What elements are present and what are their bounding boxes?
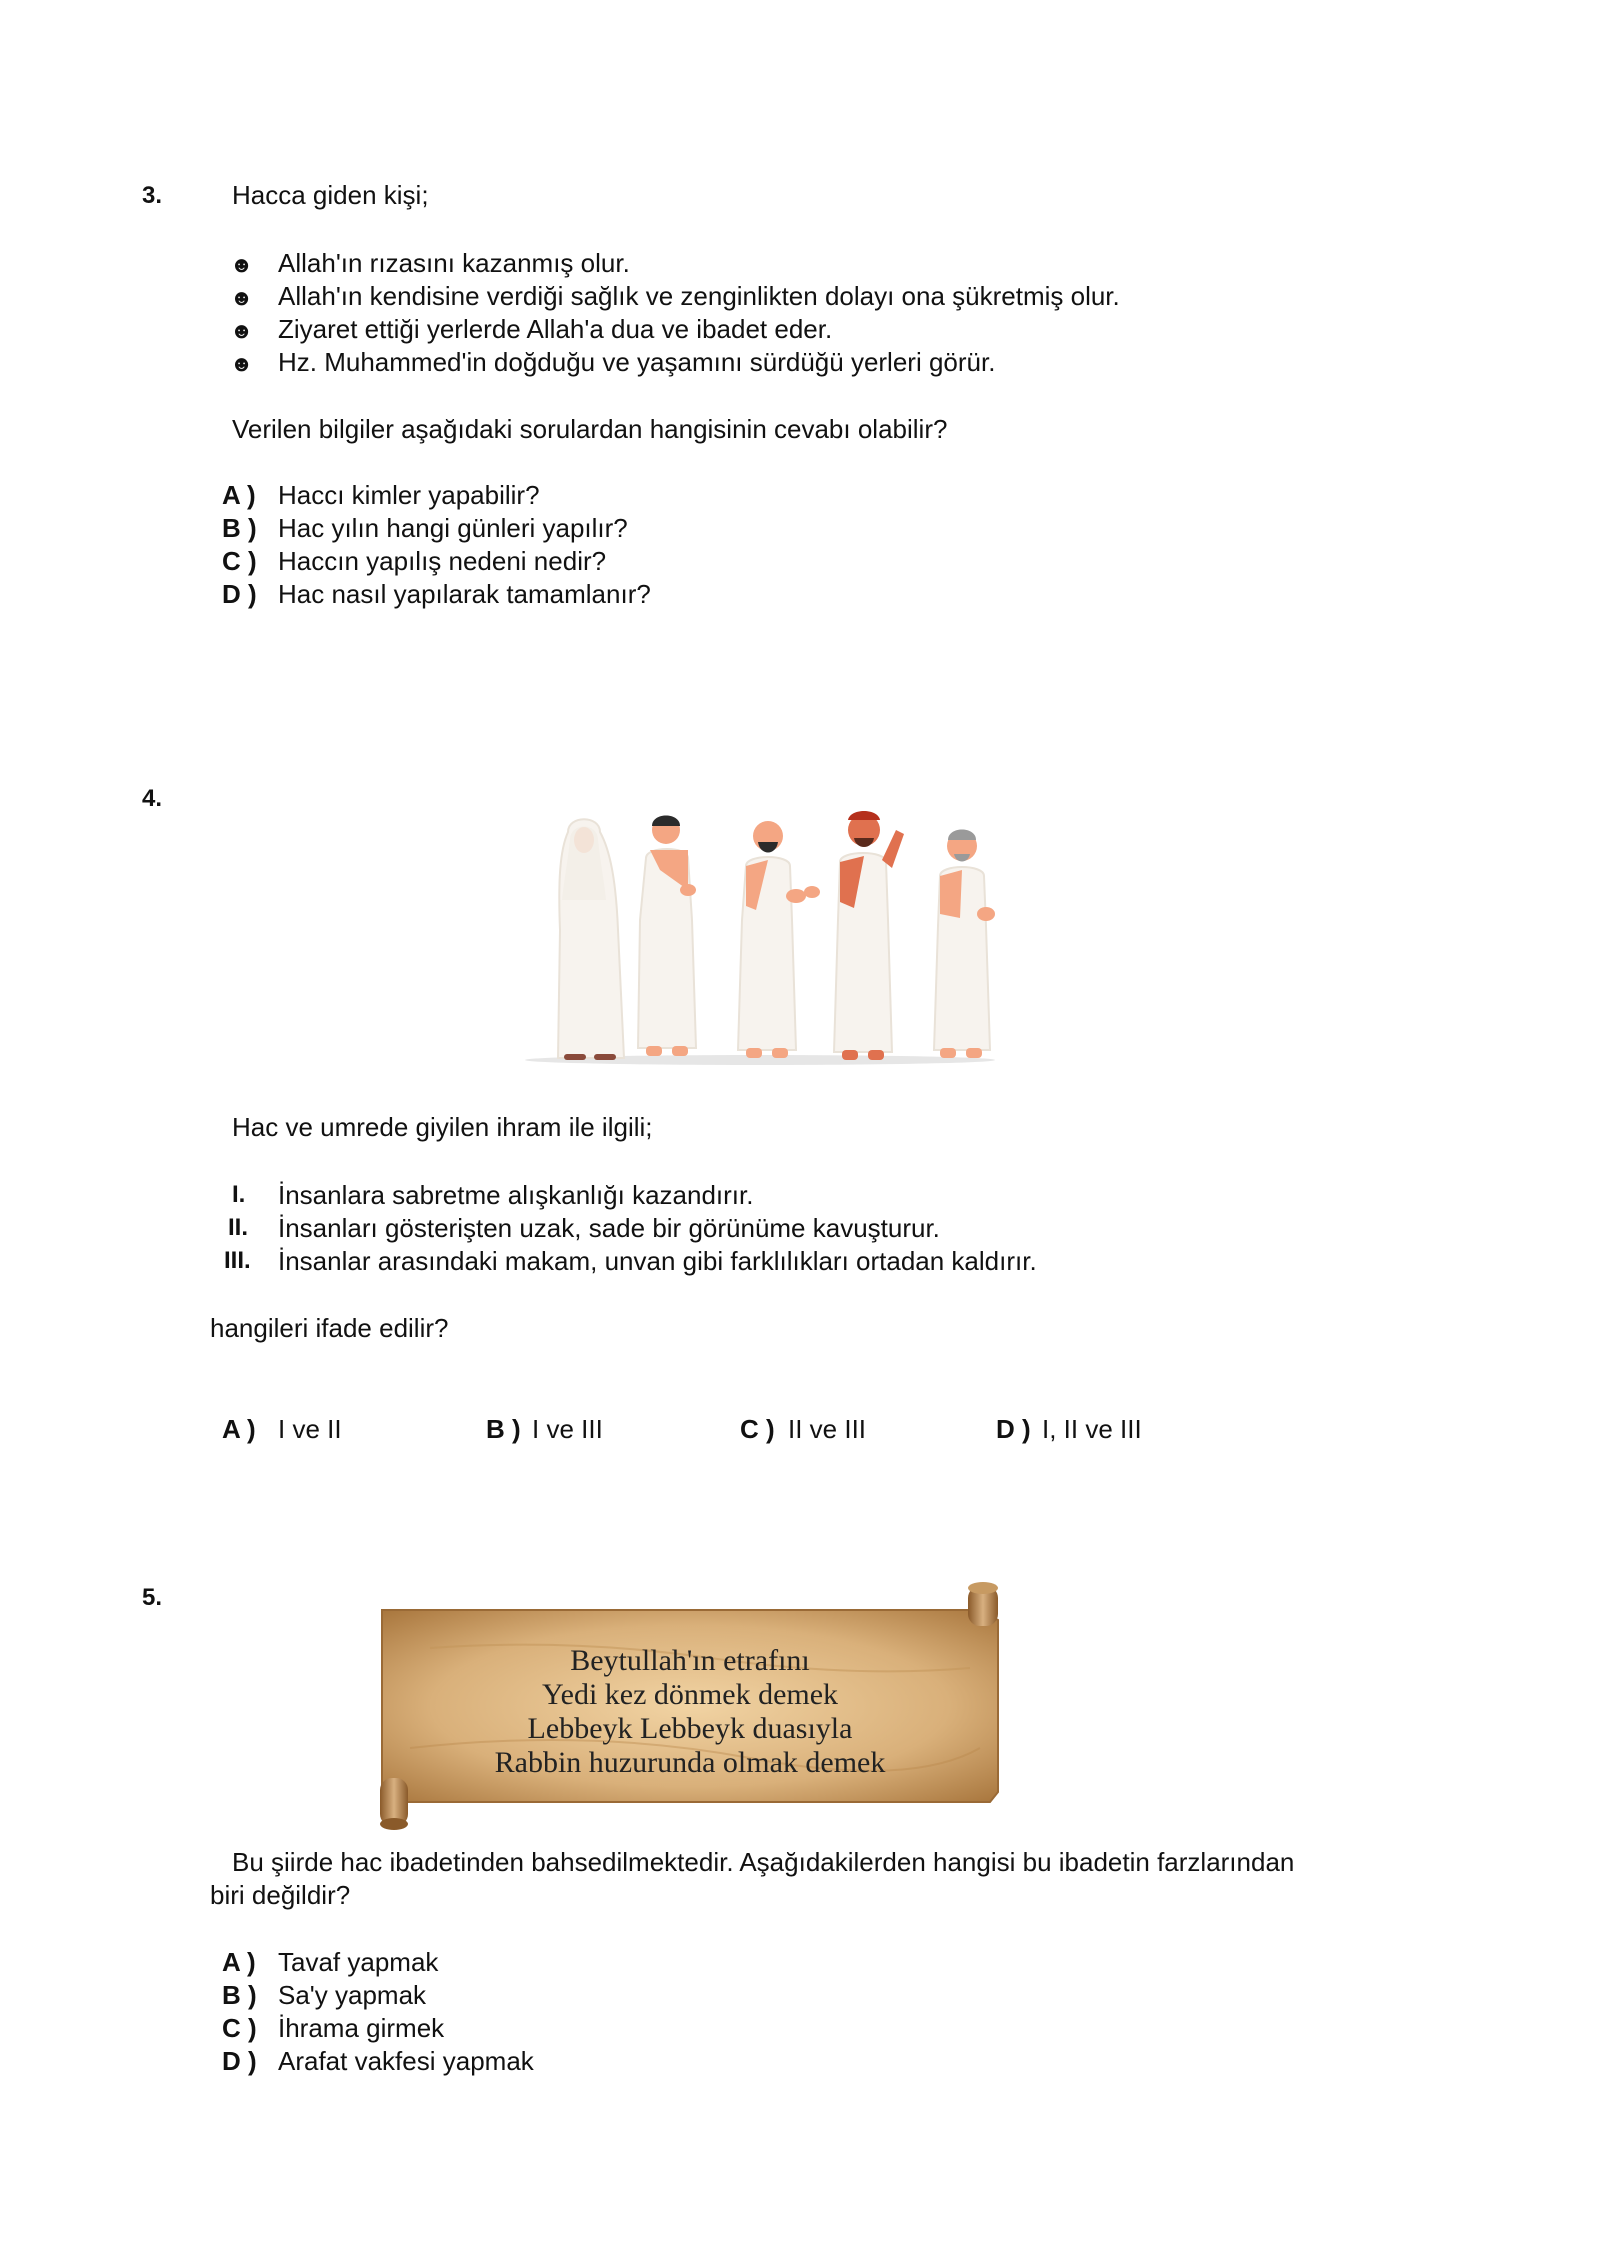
bullet-item: Allah'ın rızasını kazanmış olur. [278, 248, 630, 278]
option-letter[interactable]: B ) [222, 1980, 257, 2010]
option-letter[interactable]: C ) [222, 546, 257, 576]
statement-text: İnsanlar arasındaki makam, unvan gibi farklılıkları ortadan kaldırır. [278, 1246, 1037, 1276]
question-text: Verilen bilgiler aşağıdaki sorulardan hangisinin cevabı olabilir? [232, 414, 948, 444]
option-text[interactable]: Haccı kimler yapabilir? [278, 480, 540, 510]
statement-text: İnsanlara sabretme alışkanlığı kazandırır. [278, 1180, 754, 1210]
poem-line: Rabbin huzurunda olmak demek [494, 1746, 886, 1779]
option-letter[interactable]: B ) [222, 513, 257, 543]
pilgrims-illustration [520, 810, 1010, 1070]
pilgrim-man-figure [738, 821, 820, 1058]
poem-line: Beytullah'ın etrafını [570, 1644, 810, 1677]
option-letter[interactable]: D ) [222, 2046, 257, 2076]
bullet-item: Ziyaret ettiği yerlerde Allah'a dua ve ibadet eder. [278, 314, 833, 344]
bullet-item: Hz. Muhammed'in doğduğu ve yaşamını sürdüğü yerleri görür. [278, 347, 996, 377]
option-letter[interactable]: A ) [222, 1947, 256, 1977]
question-intro: Hac ve umrede giyilen ihram ile ilgili; [232, 1112, 653, 1142]
smiley-icon: ☻ [230, 318, 254, 343]
roman-numeral: III. [224, 1247, 251, 1274]
option-text[interactable]: I ve II [278, 1414, 342, 1444]
option-letter[interactable]: D ) [996, 1414, 1031, 1444]
roman-numeral: II. [228, 1214, 249, 1241]
option-letter[interactable]: C ) [222, 2013, 257, 2043]
question-number: 5. [142, 1584, 163, 1611]
question-text-continued: biri değildir? [210, 1880, 351, 1910]
option-letter[interactable]: B ) [486, 1414, 521, 1444]
question-text: Bu şiirde hac ibadetinden bahsedilmektedir. Aşağıdakilerden hangisi bu ibadetin farzlarından [232, 1847, 1295, 1877]
option-text[interactable]: Hac nasıl yapılarak tamamlanır? [278, 579, 651, 609]
pilgrim-man-figure [834, 811, 904, 1060]
poem-line: Lebbeyk Lebbeyk duasıyla [527, 1712, 853, 1745]
option-letter[interactable]: D ) [222, 579, 257, 609]
question-number: 3. [142, 182, 163, 209]
pilgrim-woman-figure [558, 819, 624, 1060]
question-intro: Hacca giden kişi; [232, 180, 429, 210]
option-text[interactable]: Hac yılın hangi günleri yapılır? [278, 513, 628, 543]
option-letter[interactable]: A ) [222, 480, 256, 510]
option-text[interactable]: Sa'y yapmak [278, 1980, 427, 2010]
option-letter[interactable]: C ) [740, 1414, 775, 1444]
smiley-icon: ☻ [230, 285, 254, 310]
option-text[interactable]: I, II ve III [1042, 1414, 1142, 1444]
smiley-icon: ☻ [230, 351, 254, 376]
option-text[interactable]: I ve III [532, 1414, 603, 1444]
question-text: hangileri ifade edilir? [210, 1313, 449, 1343]
roman-numeral: I. [232, 1181, 246, 1208]
option-letter[interactable]: A ) [222, 1414, 256, 1444]
question-number: 4. [142, 785, 163, 812]
option-text[interactable]: Haccın yapılış nedeni nedir? [278, 546, 607, 576]
option-text[interactable]: Tavaf yapmak [278, 1947, 439, 1977]
option-text[interactable]: İhrama girmek [278, 2013, 445, 2043]
option-text[interactable]: Arafat vakfesi yapmak [278, 2046, 534, 2076]
pilgrim-man-figure [638, 816, 696, 1057]
statement-text: İnsanları gösterişten uzak, sade bir görünüme kavuşturur. [278, 1213, 940, 1243]
pilgrim-man-figure [934, 830, 995, 1059]
poem-line: Yedi kez dönmek demek [541, 1678, 839, 1711]
option-text[interactable]: II ve III [788, 1414, 867, 1444]
bullet-item: Allah'ın kendisine verdiği sağlık ve zenginlikten dolayı ona şükretmiş olur. [278, 281, 1120, 311]
smiley-icon: ☻ [230, 252, 254, 277]
